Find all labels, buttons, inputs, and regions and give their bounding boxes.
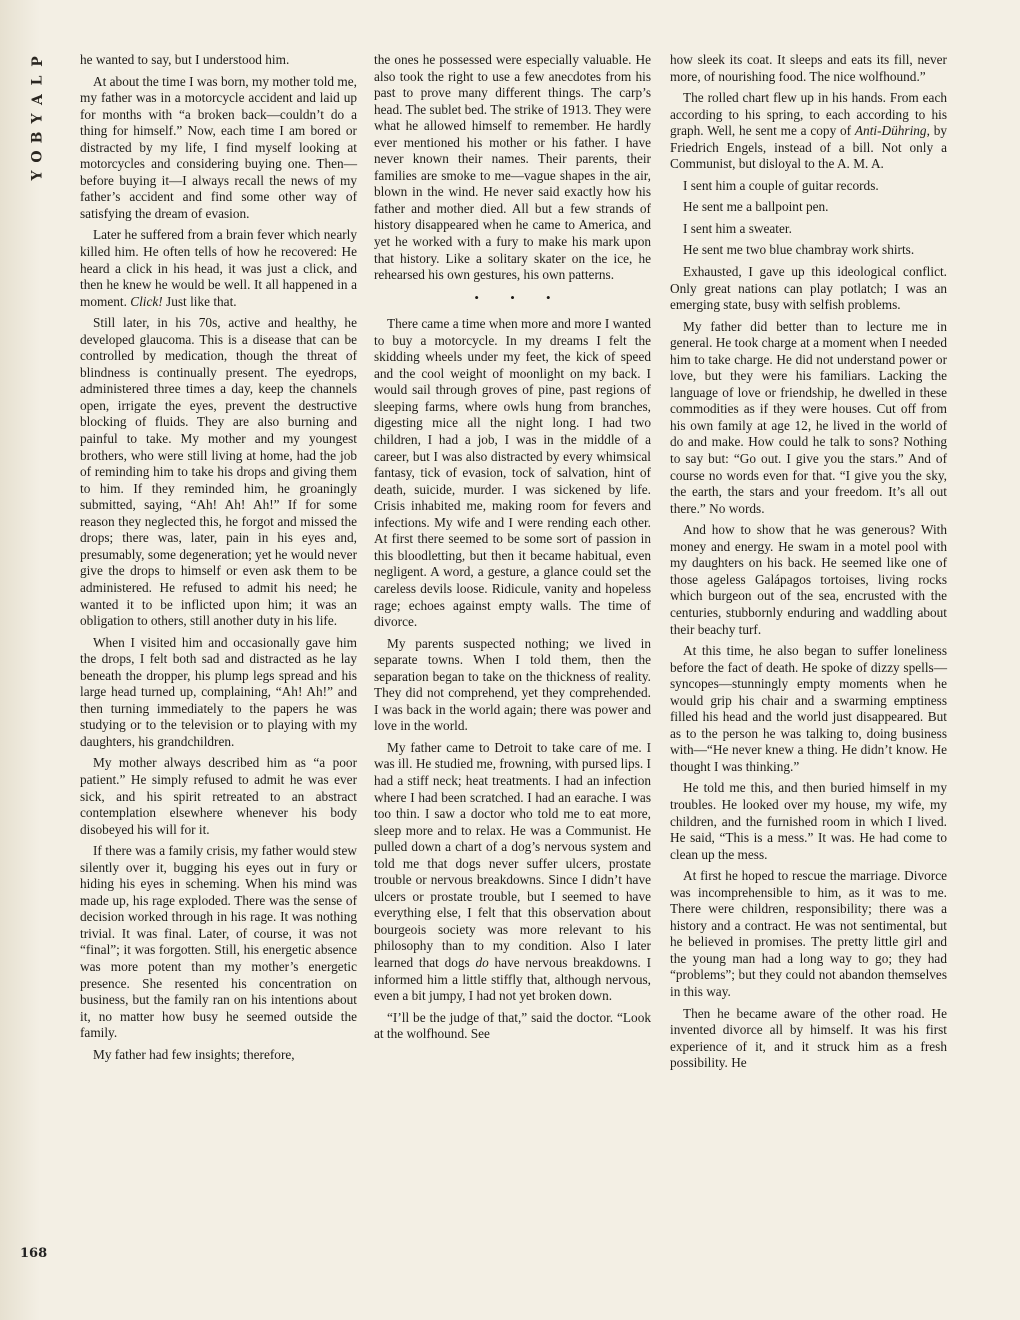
body-paragraph bbox=[670, 199, 947, 216]
paragraph-text: When I visited him and occasionally gave him the drops, I felt both sad and distracted as he lay beneath the dropper, his plump legs spread and his large head turned up, complaining, “Ah! Ah!” and then turning immediately to the papers he was studying or to the television or to playing with my daughters, his grandchildren. bbox=[80, 634, 357, 749]
paragraph-text: I sent him a couple of guitar records. bbox=[683, 177, 879, 193]
paragraph-text: He sent me a ballpoint pen. bbox=[683, 199, 829, 215]
page-number: 168 bbox=[20, 1246, 48, 1261]
body-paragraph bbox=[670, 1006, 947, 1072]
body-paragraph bbox=[80, 1047, 357, 1064]
text-column-2 bbox=[374, 52, 651, 1048]
page-gutter bbox=[0, 0, 40, 1320]
paragraph-text: the ones he possessed were especially valuable. He also took the right to use a few anecdotes from his past to prove many different things. The carp’s head. The sublet bed. The strike of 1913. They were what he allowed himself to remember. He hardly ever mentioned his mother or his father. I have never known their names. Their parents, their families are smoke to me—vague shapes in the air, blown in the wind. He never said exactly how his father and mother died. All but a few strands of history disappeared when he came to America, and yet he worked with a fury to make his mark upon that history. Like a solitary skater on the ice, he rehearsed his own gestures, his own patterns. bbox=[374, 52, 651, 283]
italic-text: do bbox=[475, 954, 489, 970]
paragraph-text: Later he suffered from a brain fever which nearly killed him. He often tells of how he recovered: He heard a click in his head, it was just a click, and then he knew he would be well. It all happened in a moment. bbox=[80, 227, 357, 309]
body-paragraph bbox=[374, 52, 651, 284]
paragraph-text: At about the time I was born, my mother told me, my father was in a motorcycle accident and laid up for months with “a broken back—couldn’t do a thing for himself.” Now, each time I am bored or distracted by my life, I find myself looking at motorcycles and considering buying one. Then—before buying it—I always recall the news of my father’s accident and find some other way of satisfying the dream of evasion. bbox=[80, 73, 357, 221]
body-paragraph bbox=[80, 315, 357, 629]
body-paragraph bbox=[670, 178, 947, 195]
paragraph-text: “I’ll be the judge of that,” said the doctor. “Look at the wolfhound. See bbox=[374, 1009, 651, 1042]
paragraph-text: At this time, he also began to suffer loneliness before the fact of death. He spoke of dizzy spells—syncopes—stunningly empty moments when he would grip his chair and a swarming emptiness filled his head and the world just disappeared. But as to the person he was talking to, doing business with—“He never knew a thing. He didn’t know. He thought I was thinking.” bbox=[670, 643, 947, 774]
body-paragraph bbox=[80, 843, 357, 1042]
body-paragraph bbox=[670, 643, 947, 775]
masthead-letter: P bbox=[29, 56, 46, 67]
paragraph-text: If there was a family crisis, my father would stew silently over it, bugging his eyes out in fury or hiding his eyes in scheming. When his mind was made up, his rage exploded. There was the sense of decision worked through in his rage. It was nothing trivial. It was final. Later, of course, it was not “final”; it was forgotten. Still, his energetic absence was more potent than my mother’s energetic presence. She resented his concentration on business, but the family ran on his intentions about it, no matter how busy he seemed outside the family. bbox=[80, 843, 357, 1041]
paragraph-text: He told me this, and then buried himself in my troubles. He looked over my house, my wife, my children, and the furnished room in which I lived. He said, “This is a mess.” It was. He had come to clean up the mess. bbox=[670, 780, 947, 862]
body-paragraph bbox=[374, 636, 651, 735]
body-paragraph bbox=[374, 316, 651, 630]
italic-text: Click! bbox=[130, 293, 163, 309]
paragraph-text: he wanted to say, but I understood him. bbox=[80, 52, 290, 67]
paragraph-text: Still later, in his 70s, active and healthy, he developed glaucoma. This is a disease that can be controlled by medication, though the threat of blindness is continually present. The eyedrops, administered three times a day, keep the channels open, irrigate the eyes, prevent the destructive blocking of fluids. They are also burning and painful to take. My mother and my youngest brothers, who were still living at home, had the job of reminding him to take his drops and giving them to him. If they reminded him, he groaningly submitted, saying, “Ah! Ah! Ah!” If for some reason they neglected this, he forgot and missed the drops; there was, later, pain in his eyes and, presumably, some degeneration; yet he would never give the drops to himself or even ask them to be administered. He refused to admit his need; he wanted it to be inflicted upon him; it was an obligation to others, still another duty in his life. bbox=[80, 315, 357, 629]
body-paragraph bbox=[670, 221, 947, 238]
paragraph-text: Just like that. bbox=[162, 293, 237, 309]
body-paragraph bbox=[80, 74, 357, 223]
paragraph-text: My mother always described him as “a poor patient.” He simply refused to admit he was ever sick, and his spirit retreated to an abstract contemplation elsewhere whenever his body disobeyed his will for it. bbox=[80, 755, 357, 837]
paragraph-text: At first he hoped to rescue the marriage. Divorce was incomprehensible to him, as it was to me. There were children, responsibility; there was a history and a contract. He was not sentimental, but he believed in promises. The pretty little girl and the young man had a long way to go; they had “problems”; but they could not abandon themselves in this way. bbox=[670, 868, 947, 999]
body-paragraph bbox=[670, 319, 947, 518]
body-paragraph bbox=[670, 264, 947, 314]
paragraph-text: And how to show that he was generous? With money and energy. He swam in a motel pool with my daughters on his back. He seemed like one of those ageless Galápagos tortoises, living rocks which burgeon out of the sea, encrusted with the centuries, stubbornly enduring and waddling about their beachy turf. bbox=[670, 522, 947, 637]
paragraph-text: have nervous breakdowns. I informed him a little stiffly that, although nervous, even a bit jumpy, I had not yet broken down. bbox=[374, 954, 652, 1004]
body-paragraph bbox=[670, 90, 947, 173]
paragraph-text: My father came to Detroit to take care of me. I was ill. He studied me, frowning, with pursed lips. I had a stiff neck; heat treatments. I had an infection where I had been scratched. I had an earache. I was too thin. I saw a doctor who told me to eat more, sleep more and to relax. He was a Communist. He pulled down a chart of a dog’s nervous system and told me that dogs never suffer ulcers, prostate trouble or nervous breakdowns. Since I didn’t have ulcers or prostate trouble, but I seemed to have everything else, I felt that this observation about bourgeois society was more relevant to his philosophy than to my condition. Also I later learned that dogs bbox=[374, 739, 651, 970]
section-break: • • • bbox=[474, 289, 565, 305]
body-paragraph bbox=[80, 755, 357, 838]
masthead-letter: L bbox=[29, 75, 46, 86]
paragraph-text: how sleek its coat. It sleeps and eats its fill, never more, of nourishing food. The nice wolfhound.” bbox=[670, 52, 947, 84]
body-paragraph bbox=[670, 242, 947, 259]
paragraph-text: Exhausted, I gave up this ideological conflict. Only great nations can play potlatch; I was an emerging state, busy with selfish problems. bbox=[670, 264, 947, 313]
masthead-letter: O bbox=[29, 150, 46, 163]
body-paragraph bbox=[374, 740, 651, 1005]
body-paragraph bbox=[670, 868, 947, 1000]
text-column-1 bbox=[80, 52, 357, 1068]
text-column-3 bbox=[670, 52, 947, 1077]
paragraph-text: My parents suspected nothing; we lived in separate towns. When I told them, then the separation began to take on the thickness of reality. They did not comprehend, yet they comprehended. I was back in the world again; there was power and love in the world. bbox=[374, 635, 651, 734]
paragraph-text: The rolled chart flew up in his hands. From each according to his spring, to each according to his graph. Well, he sent me a copy of bbox=[670, 90, 947, 139]
magazine-masthead bbox=[26, 52, 50, 185]
italic-text: Anti-Dühring bbox=[854, 123, 927, 139]
body-paragraph bbox=[80, 52, 357, 69]
masthead-letter: Y bbox=[29, 170, 46, 181]
paragraph-text: , by Friedrich Engels, instead of a bill. Not only a Communist, but disloyal to the A. M. A. bbox=[670, 123, 948, 172]
paragraph-text: Then he became aware of the other road. He invented divorce all by himself. It was his first experience of it, and it struck him as a fresh possibility. He bbox=[670, 1005, 947, 1071]
body-paragraph bbox=[670, 522, 947, 638]
body-paragraph bbox=[374, 1010, 651, 1043]
paragraph-text: My father had few insights; therefore, bbox=[93, 1046, 295, 1062]
body-paragraph bbox=[80, 227, 357, 310]
paragraph-text: I sent him a sweater. bbox=[683, 220, 792, 236]
masthead-letter: B bbox=[29, 131, 46, 144]
paragraph-text: He sent me two blue chambray work shirts. bbox=[683, 242, 915, 258]
body-paragraph bbox=[80, 635, 357, 751]
body-paragraph bbox=[670, 52, 947, 85]
paragraph-text: My father did better than to lecture me in general. He took charge at a moment when I needed him to take charge. He did not understand power or love, but they were his familiars. Lacking the language of love or friendship, he dwelled in these commodities as if they were houses. Cut off from his own family at age 12, he lived in the world of do and make. How could he talk to sons? Nothing to say but: “Go out. I give you the stars.” And of course no words even for that. “I give you the sky, the earth, the stars and your freedom. It’s all out there.” No words. bbox=[670, 318, 947, 516]
body-paragraph bbox=[670, 780, 947, 863]
masthead-letter: Y bbox=[29, 113, 46, 124]
paragraph-text: There came a time when more and more I wanted to buy a motorcycle. In my dreams I felt the skidding wheels under my feet, the kick of speed and the cool weight of moonlight on my back. I would sail through groves of pine, past regions of sleeping farms, where owls hung from branches, digesting mice all the night long. I had two children, I had a job, I was in the middle of a career, but I was also distracted by every whimsical fantasy, tick of evasion, tock of salvation, hint of death, suicide, murder. I was sickened by life. Crisis inhabited me, making room for fevers and infections. My wife and I were rending each other. At first there seemed to be some sort of passion in this bloodletting, but then it became habitual, even negligent. A word, a gesture, a glance could set the careless devils loose. Ridicule, vanity and hopeless rage; echoes against empty walls. The time of divorce. bbox=[374, 316, 651, 630]
masthead-letter: A bbox=[29, 94, 46, 105]
